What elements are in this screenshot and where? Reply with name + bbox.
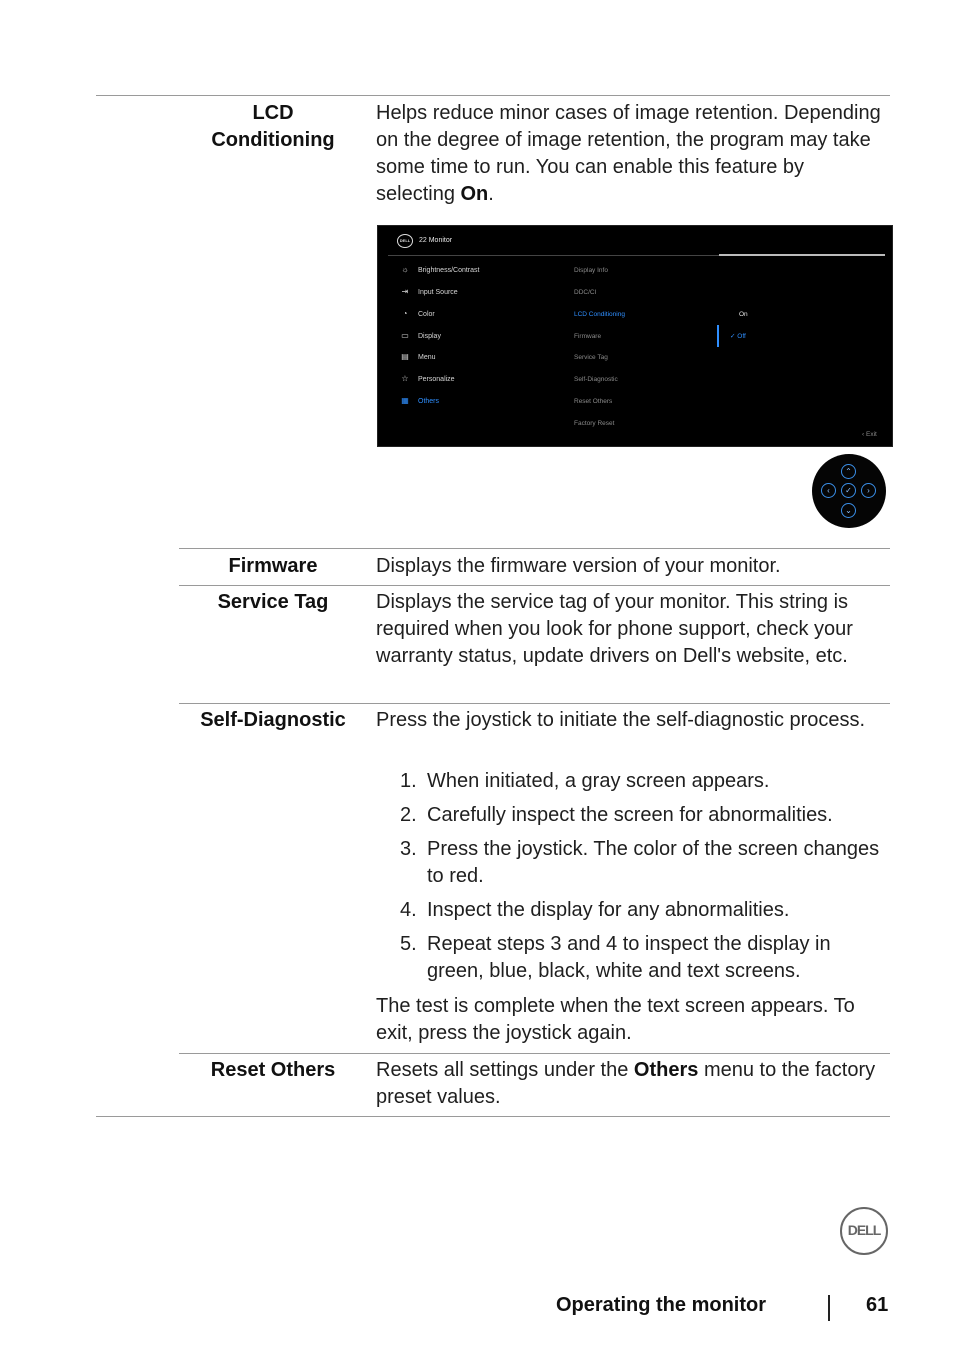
osd-menu-personalize[interactable] [400,374,455,386]
osd-sub-service-tag[interactable]: Service Tag [574,354,608,361]
top-rule [96,95,890,96]
desc-reset-text-1: Resets all settings under the [376,1059,634,1081]
osd-divider-highlight [719,254,885,256]
osd-option-off-label: Off [737,333,746,340]
desc-reset-others [376,1057,881,1111]
desc-firmware: Displays the firmware version of your monitor. [376,555,781,577]
joystick-up-icon: ⌃ [841,464,856,479]
desc-reset-text-2: menu to the factory preset values. [376,1059,876,1108]
desc-reset-others-bold: Others [633,1059,699,1081]
color-icon: ◔ [402,309,408,319]
input-source-icon: ⇥ [401,287,409,297]
osd-menu-label: Display [418,333,441,340]
osd-sub-lcd-conditioning[interactable]: LCD Conditioning [574,311,625,318]
bottom-rule [96,1116,890,1117]
desc-service-tag: Displays the service tag of your monitor. This string is required when you look for phone support, check your warranty status, update drivers on Dell's website, etc. [376,591,853,667]
osd-option-off[interactable] [730,331,746,343]
list-item [400,931,880,985]
osd-sub-factory-reset[interactable]: Factory Reset [574,420,615,427]
osd-sub-self-diagnostic[interactable]: Self-Diagnostic [574,376,618,383]
osd-sub-firmware[interactable]: Firmware [574,333,602,340]
desc-lcd-on: On [460,183,489,205]
osd-menu-label: Personalize [418,376,455,383]
step-number: 2. [400,804,417,826]
step-number: 5. [400,933,417,955]
display-icon: ▭ [401,331,409,341]
joystick-down-icon: ⌄ [841,503,856,518]
others-icon: ▦ [401,396,409,406]
osd-header [378,226,893,257]
osd-menu-label: Brightness/Contrast [418,267,480,274]
rule-self-diagnostic [179,703,890,704]
osd-menu-label: Others [418,398,440,405]
term-firmware: Firmware [228,555,318,577]
step-number: 4. [400,899,417,921]
brightness-icon: ☼ [401,265,409,275]
step-text: Repeat steps 3 and 4 to inspect the display in green, blue, black, white and text screens. [427,933,831,982]
osd-title: 22 Monitor [419,237,453,244]
osd-sub-ddc-ci[interactable]: DDC/CI [574,289,597,296]
osd-option-on[interactable]: On [739,311,748,318]
term-service-tag: Service Tag [217,591,329,613]
term-self-diagnostic: Self-Diagnostic [200,709,346,731]
joystick-left-icon: ‹ [821,483,836,498]
check-icon: ✓ [730,333,736,340]
desc-self-diagnostic: Press the joystick to initiate the self-diagnostic process. [376,709,866,731]
joystick-right-icon: › [861,483,876,498]
list-item [400,836,880,890]
self-diagnostic-steps [400,768,880,992]
desc-lcd-conditioning [376,100,881,208]
osd-menu-label: Input Source [418,289,458,296]
rule-reset-others [179,1053,890,1054]
osd-sub-display-info[interactable]: Display Info [574,267,608,274]
term-reset-others: Reset Others [210,1059,336,1081]
desc-lcd-text-2: . [488,183,494,205]
footer-separator [828,1295,830,1321]
osd-menu-input-source[interactable] [400,287,458,299]
joystick-center-icon: ✓ [841,483,856,498]
star-icon: ☆ [401,374,409,384]
desc-lcd-text-1: Helps reduce minor cases of image retention. Depending on the degree of image retention, the program may take some time to run. You can enable this feature by selecting [376,102,881,205]
step-number: 1. [400,770,417,792]
step-text: When initiated, a gray screen appears. [427,770,770,792]
osd-menu-others[interactable] [400,396,439,408]
chevron-left-icon: ‹ [862,431,865,438]
osd-screenshot [377,225,893,447]
menu-icon: ▤ [401,352,409,362]
osd-menu-brightness[interactable] [400,265,479,277]
step-number: 3. [400,838,417,860]
osd-exit-label: Exit [865,431,877,438]
osd-menu-menu[interactable] [400,352,436,364]
osd-menu-color[interactable] [400,309,435,321]
osd-sub-reset-others[interactable]: Reset Others [574,398,613,405]
footer-section-title: Operating the monitor [556,1294,766,1316]
desc-self-diagnostic-closing: The test is complete when the text screen appears. To exit, press the joystick again. [376,995,855,1044]
list-item [400,897,880,924]
osd-menu-display[interactable] [400,331,441,343]
step-text: Press the joystick. The color of the screen changes to red. [427,838,880,887]
list-item [400,802,880,829]
term-lcd-conditioning: LCD Conditioning [211,102,335,151]
list-item [400,768,880,795]
dell-logo-icon: DELL [397,234,413,248]
rule-service-tag [179,585,890,586]
joystick-graphic [812,454,886,528]
step-text: Inspect the display for any abnormalities. [427,899,790,921]
step-text: Carefully inspect the screen for abnormalities. [427,804,833,826]
osd-exit[interactable] [862,431,877,438]
page-number: 61 [866,1294,889,1316]
osd-selection-bar [717,325,719,347]
osd-menu-label: Color [418,311,435,318]
rule-firmware [179,548,890,549]
osd-menu-label: Menu [418,354,436,361]
dell-logo-icon: DELL [840,1207,888,1255]
